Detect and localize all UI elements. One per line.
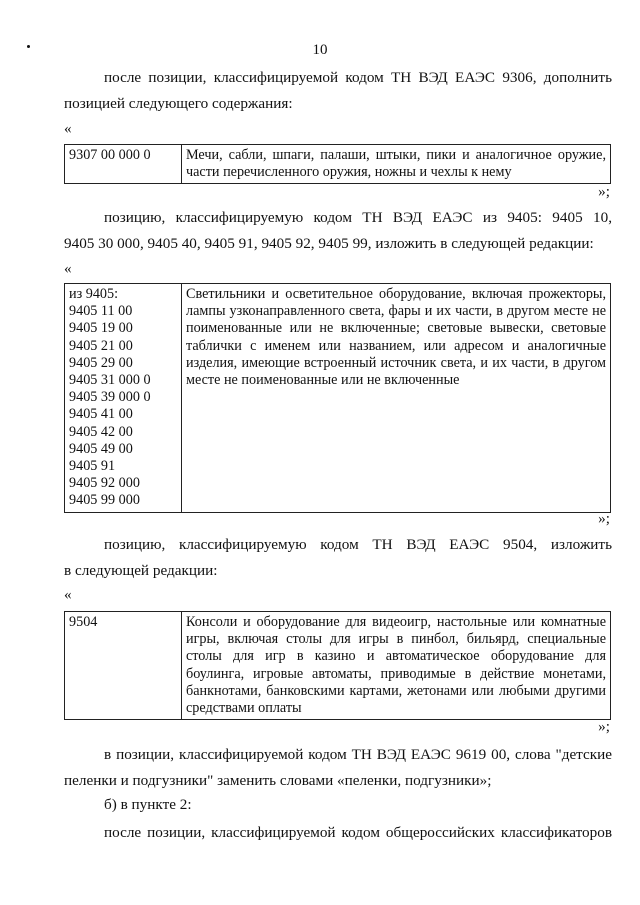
code-line: 9405 31 000 0 [69, 372, 151, 389]
code-line: 9405 11 00 [69, 303, 133, 320]
section-3-close-quote: »; [598, 718, 610, 735]
code-line: 9405 42 00 [69, 423, 133, 440]
section-2-intro [64, 205, 612, 257]
last-paragraph [64, 820, 612, 846]
section-1-intro-line2: позицией следующего содержания: [64, 95, 293, 112]
closing-paragraph [64, 742, 612, 794]
section-3-intro [64, 532, 612, 584]
closing-line2: пеленки и подгузники" заменить словами «пеленки, подгузники»; [64, 772, 492, 789]
page-number: 10 [312, 42, 328, 58]
last-line: после позиции, классифицируемой кодом общероссийских классификаторов [104, 824, 612, 841]
section-3-intro-line1: позицию, классифицируемую кодом ТН ВЭД ЕАЭС 9504, изложить [104, 536, 612, 553]
description-cell: Консоли и оборудование для видеоигр, настольные или комнатные игры, включая столы для игры в пинбол, бильярд, специальные столы для игр в казино и автоматическое оборудование для боулинга, игровые автоматы, приводимые в действие монетами, банкнотами, банковскими картами, жетонами или любыми другими средствами оплаты [182, 612, 611, 720]
section-2-close-quote: »; [598, 510, 610, 527]
item-b: б) в пункте 2: [104, 796, 192, 813]
code-line: 9307 00 000 0 [69, 147, 151, 163]
section-2-table [64, 283, 611, 513]
code-line: 9405 99 000 [69, 492, 140, 509]
section-1-intro-line1: после позиции, классифицируемой кодом ТН ВЭД ЕАЭС 9306, дополнить [104, 69, 612, 86]
code-line: 9405 49 00 [69, 440, 133, 457]
code-line: 9405 39 000 0 [69, 389, 151, 406]
section-1-table [64, 144, 611, 184]
section-1-intro [64, 65, 612, 117]
table-row [65, 284, 611, 513]
section-2-open-quote: « [64, 260, 72, 277]
code-line: 9405 29 00 [69, 354, 133, 371]
section-1-open-quote: « [64, 120, 72, 137]
table-row [65, 612, 611, 720]
code-line: из 9405: [69, 286, 119, 302]
code-line: 9405 19 00 [69, 320, 133, 337]
code-cell [65, 284, 182, 513]
code-line: 9504 [69, 614, 98, 630]
code-line: 9405 92 000 [69, 475, 140, 492]
description-cell: Светильники и осветительное оборудование, включая прожекторы, лампы узконаправленного света, фары и их части, в другом месте не поименованные или не включенные; световые вывески, световые таблички с именем или названием, или адресом и аналогичные изделия, имеющие встроенный источник света, и их части, в другом месте не поименованные или не включенные [182, 284, 611, 513]
code-cell [65, 145, 182, 184]
section-2-intro-line1: позицию, классифицируемую кодом ТН ВЭД ЕАЭС из 9405: 9405 10, [104, 209, 612, 226]
description-cell: Мечи, сабли, шпаги, палаши, штыки, пики и аналогичное оружие, части перечисленного оружия, ножны и чехлы к нему [182, 145, 611, 184]
code-line: 9405 41 00 [69, 406, 133, 423]
code-line: 9405 21 00 [69, 337, 133, 354]
section-1-close-quote: »; [598, 183, 610, 200]
section-3-open-quote: « [64, 586, 72, 603]
closing-line1: в позиции, классифицируемой кодом ТН ВЭД ЕАЭС 9619 00, слова "детские [104, 746, 612, 763]
section-3-table [64, 611, 611, 720]
section-3-intro-line2: в следующей редакции: [64, 562, 218, 579]
code-line: 9405 91 [69, 458, 116, 475]
section-2-intro-line2: 9405 30 000, 9405 40, 9405 91, 9405 92, 9405 99, изложить в следующей редакции: [64, 235, 594, 252]
table-row [65, 145, 611, 184]
code-cell [65, 612, 182, 720]
